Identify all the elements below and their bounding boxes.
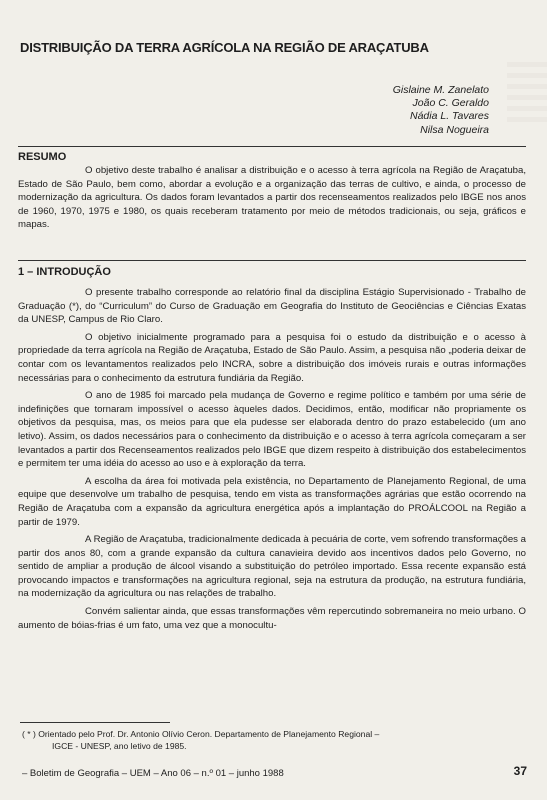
author-name: Gislaine M. Zanelato xyxy=(392,84,489,96)
footnote-line: ( * ) Orientado pelo Prof. Dr. Antonio Olívio Ceron. Departamento de Planejamento Regional – xyxy=(22,729,380,739)
author-name: João C. Geraldo xyxy=(412,97,489,110)
body-paragraph: O ano de 1985 foi marcado pela mudança de Governo e regime político e também por uma série de indefinições que tornaram impossível o acesso àqueles dados. Decidimos, então, modificar não propriamente os objetivos da pesquisa, mas, os meios para que ela pudesse ser elaborada dentro do prazo estabelecido (um ano letivo). Assim, os dados necessários para o conhecimento da distribuição e o acesso à terra agrícola começaram a ser levantados a partir dos Recenseamentos realizados pelo IBGE que dizem respeito à distribuição dos estabelecimentos e permitem ter uma idéia do acesso ao uso e à exploração da terra. xyxy=(18,390,526,470)
body-paragraph: A escolha da área foi motivada pela existência, no Departamento de Planejamento Regional, de uma equipe que desenvolve um trabalho de pesquisa, tendo em vista as transformações agrárias que estão ocorrendo na Região de Araçatuba com a expansão da agricultura energética após a implantação do PROÁLCOOL na Região a partir de 1979. xyxy=(18,475,526,528)
page-number: 37 xyxy=(513,764,527,778)
footnote xyxy=(22,728,527,752)
divider-rule xyxy=(18,260,526,261)
resumo-heading: RESUMO xyxy=(18,151,67,163)
resumo-text: O objetivo deste trabalho é analisar a distribuição e o acesso à terra agrícola na Região de Araçatuba, Estado de São Paulo, bem como, abordar a evolução e a organização das terras de cultivo, e ainda, o processo de modernização da agricultura. Os dados foram levantados a partir dos recenseamentos realizados pelo IBGE nos anos de 1960, 1970, 1975 e 1980, os quais receberam tratamento por meio de métodos tradicionais, ou seja, gráficos e mapas. xyxy=(18,165,526,231)
body-paragraph: O presente trabalho corresponde ao relatório final da disciplina Estágio Supervisionado - Trabalho de Graduação (*), do “Curriculum” do Curso de Graduação em Geografia do Instituto de Geociências e Ciências Exatas da UNESP, Campus de Rio Claro. xyxy=(18,287,526,326)
article-title: DISTRIBUIÇÃO DA TERRA AGRÍCOLA NA REGIÃO DE ARAÇATUBA xyxy=(20,40,429,55)
journal-citation: – Boletim de Geografia – UEM – Ano 06 – n.º 01 – junho 1988 xyxy=(22,768,284,779)
body-paragraph: Convém salientar ainda, que essas transformações vêm repercutindo sobremaneira no meio urbano. O aumento de bóias-frias é um fato, uma vez que a monocultu- xyxy=(18,606,526,631)
author-name: Nilsa Nogueira xyxy=(420,123,489,136)
divider-rule xyxy=(18,146,526,147)
section-body xyxy=(18,286,526,636)
section-heading: 1 – INTRODUÇÃO xyxy=(18,266,111,278)
author-name: Nádia L. Tavares xyxy=(410,110,489,123)
footnote-line: IGCE - UNESP, ano letivo de 1985. xyxy=(52,741,187,751)
body-paragraph: A Região de Araçatuba, tradicionalmente dedicada à pecuária de corte, vem sofrendo transformações a partir dos anos 80, com a grande expansão da cultura canavieira devido aos incentivos dados pelo Governo, no sentido de ampliar a produção de álcool visando a substituição do petróleo importado. Essa recente expansão está provocando impactos e transformações na agricultura regional, seja na estrutura da produção, na estrutura fundiária, na modernização da agricultura ou nas relações de trabalho. xyxy=(18,534,526,600)
body-paragraph: O objetivo inicialmente programado para a pesquisa foi o estudo da distribuição e o acesso à propriedade da terra agrícola na Região de Araçatuba, Estado de São Paulo. Assim, a pesquisa não „poderia deixar de contar com os levantamentos realizados pelo INCRA, sobre a distribuição dos imóveis rurais e outras informações necessárias para o conhecimento da estrutura fundiária da Região. xyxy=(18,331,526,384)
footnote-rule xyxy=(20,722,170,723)
show-through-text xyxy=(507,62,547,122)
author-list xyxy=(393,84,489,137)
